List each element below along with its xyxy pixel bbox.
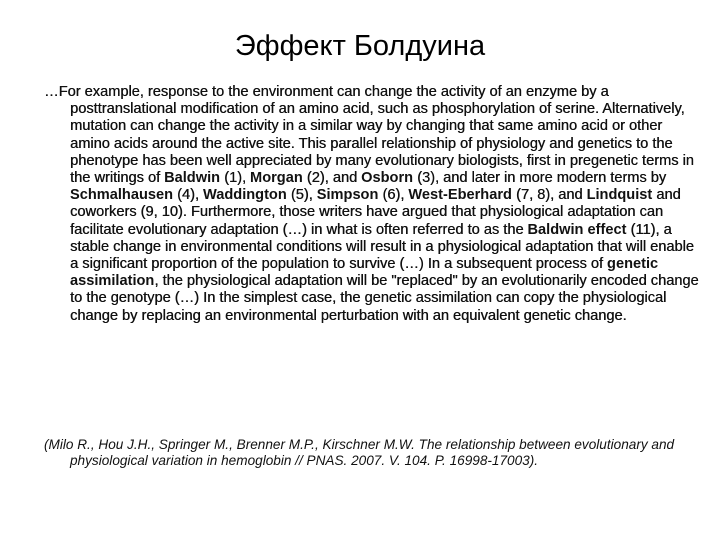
quote-segment: (2), and [302,170,362,187]
quote-term-simpson: Simpson [316,187,379,204]
quote-paragraph [44,84,704,325]
quote-segment: , the physiological adaptation will be "replaced" by an evolutionarily encoded change to the genotype (…) In the simplest case, the genetic assimilation can copy the physiological change by replacing an environmental perturbation with an equivalent genetic change. [70,273,699,324]
quote-term-schmalhausen: Schmalhausen [70,187,174,204]
quote-term-baldwin: Baldwin [164,170,221,187]
quote-segment: and coworkers (9, 10). Furthermore, those writers have argued that physiological adaptation can facilitate evolutionary adaptation (…) in what is often referred to as the [70,187,681,238]
quote-segment: (1), [220,170,251,187]
quote-segment: (5), [286,187,317,204]
quote-segment: (3), and later in more modern terms by [413,170,667,187]
quote-term-genetic-assimilation: genetic assimilation [70,256,659,290]
quote-segment: (6), [378,187,409,204]
quote-segment: (7, 8), and [511,187,587,204]
quote-term-baldwin-effect: Baldwin effect [527,221,627,238]
quote-term-morgan: Morgan [250,170,303,187]
quote-segment: (4), [173,187,204,204]
quote-segment: …For example, response to the environment can change the activity of an enzyme by a posttranslational modification of an amino acid, such as phosphorylation of serine. Alternatively, mutation can change the activity in a similar way by changing that same amino acid or other amino acids around the active site. This parallel relationship of physiology and genetics to the phenotype has been well appreciated by many evolutionary biologists, first in pregenetic terms in the writings of [44,84,694,187]
quote-term-waddington: Waddington [203,187,287,204]
slide-title: Эффект Болдуина [234,30,486,62]
quote-term-lindquist: Lindquist [586,187,653,204]
quote-term-west-eberhard: West-Eberhard [408,187,512,204]
quote-term-osborn: Osborn [361,170,414,187]
quote-segment: (11), a stable change in environmental conditions will result in a physiological adaptation that will enable a significant proportion of the population to survive (…) In a subsequent process of [70,221,694,273]
citation-reference: (Milo R., Hou J.H., Springer M., Brenner M.P., Kirschner M.W. The relationship between evolutionary and physiological variation in hemoglobin // PNAS. 2007. V. 104. P. 16998-17003). [44,437,675,468]
